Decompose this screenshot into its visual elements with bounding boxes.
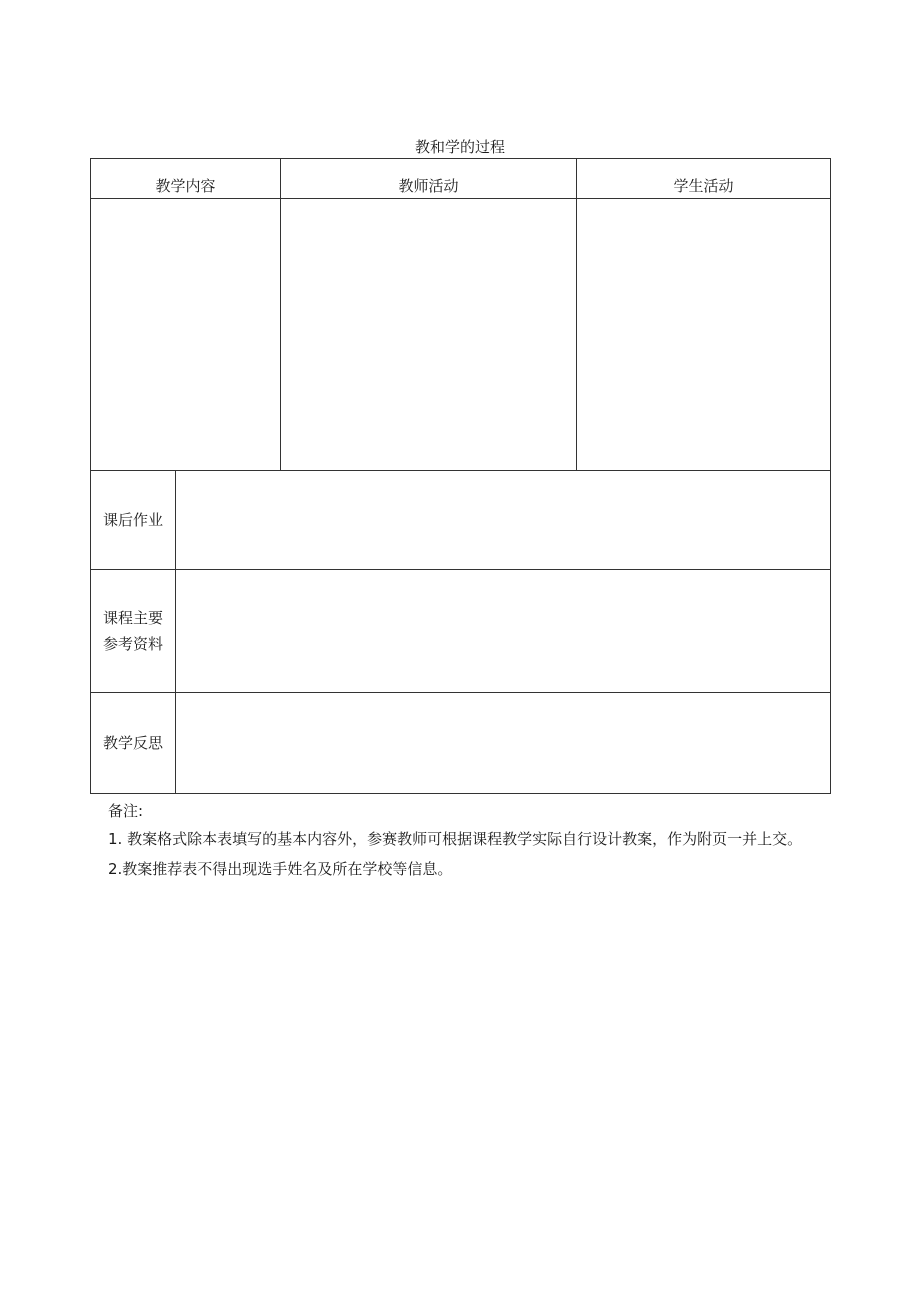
teacher-activity-cell[interactable] <box>281 199 577 471</box>
references-cell[interactable] <box>176 570 831 693</box>
header-teacher-activity: 教师活动 <box>281 159 577 199</box>
homework-cell[interactable] <box>176 471 831 570</box>
student-activity-cell[interactable] <box>577 199 831 471</box>
reflection-cell[interactable] <box>176 693 831 794</box>
teaching-content-cell[interactable] <box>91 199 281 471</box>
references-label <box>91 570 176 693</box>
references-label-line-2: 参考资料 <box>102 635 163 653</box>
header-student-activity: 学生活动 <box>577 159 831 199</box>
references-label-line-1: 课程主要 <box>102 609 163 627</box>
table-row-process <box>91 199 831 471</box>
page-title: 教和学的过程 <box>414 138 505 156</box>
table-row-references <box>91 570 831 693</box>
header-teaching-content: 教学内容 <box>91 159 281 199</box>
lesson-plan-table <box>90 158 831 794</box>
notes-heading: 备注: <box>108 802 144 820</box>
table-row-reflection <box>91 693 831 794</box>
table-row-homework <box>91 471 831 570</box>
reflection-label: 教学反思 <box>91 693 176 794</box>
notes-section <box>108 798 828 882</box>
note-item-2: 2.教案推荐表不得出现选手姓名及所在学校等信息。 <box>108 860 453 878</box>
table-header-row <box>91 159 831 199</box>
homework-label: 课后作业 <box>91 471 176 570</box>
note-item-1: 1. 教案格式除本表填写的基本内容外，参赛教师可根据课程教学实际自行设计教案，作为附页一并上交。 <box>108 830 803 848</box>
